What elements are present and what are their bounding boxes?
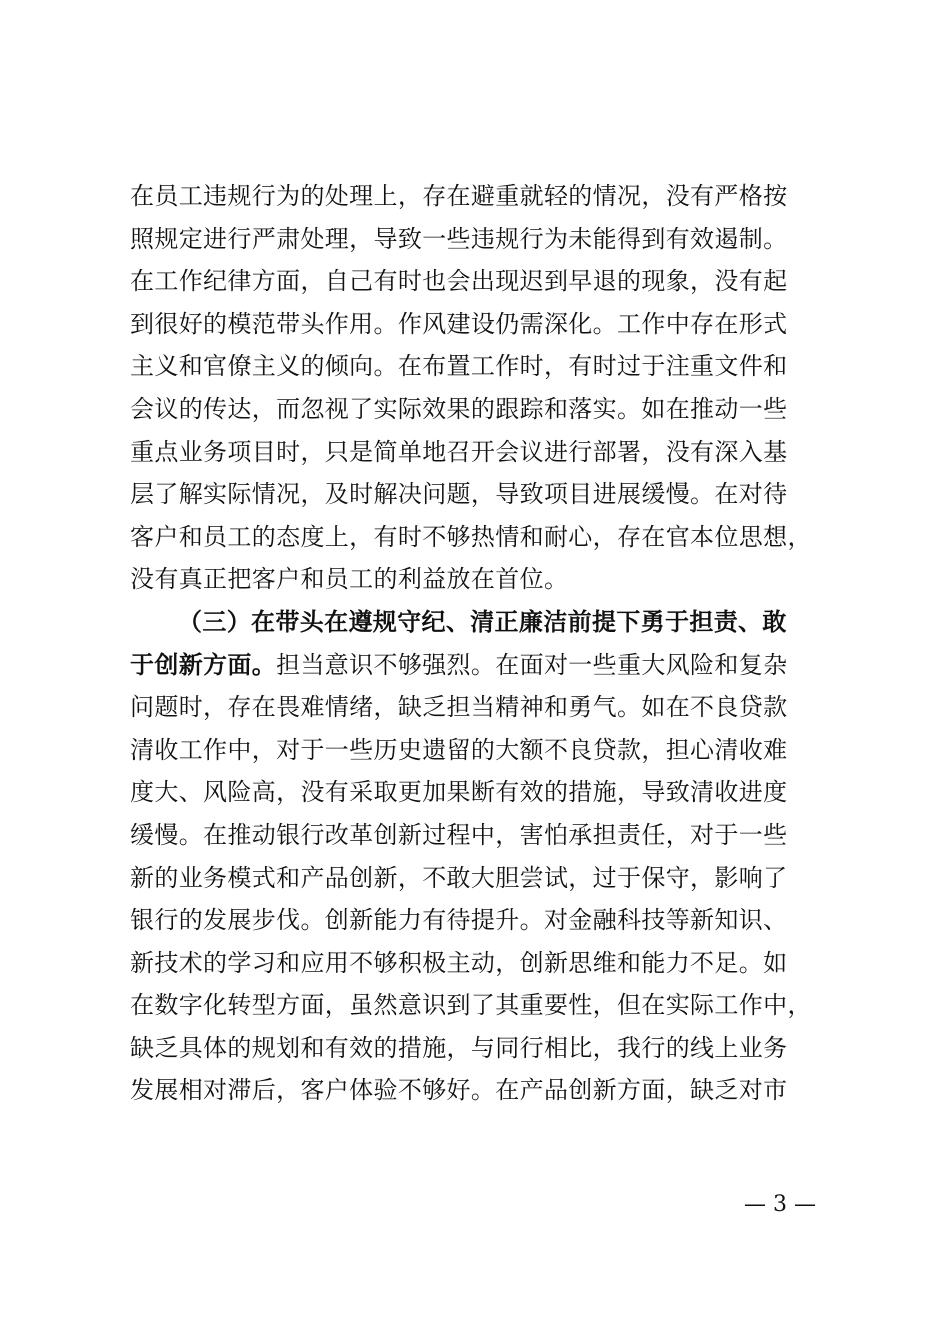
- text-line: 重点业务项目时，只是简单地召开会议进行部署，没有深入基: [130, 437, 788, 466]
- text-line: 在工作纪律方面，自己有时也会出现迟到早退的现象，没有起: [130, 267, 788, 296]
- text-line: 层了解实际情况，及时解决问题，导致项目进展缓慢。在对待: [130, 480, 788, 509]
- text-line: 没有真正把客户和员工的利益放在首位。: [130, 565, 569, 594]
- text-line: 度大、风险高，没有采取更加果断有效的措施，导致清收进度: [130, 778, 788, 807]
- text-line: 银行的发展步伐。创新能力有待提升。对金融科技等新知识、: [130, 906, 788, 935]
- text-line: 主义和官僚主义的倾向。在布置工作时，有时过于注重文件和: [130, 352, 788, 381]
- section-heading-continuation: [130, 644, 820, 687]
- text-line: 新技术的学习和应用不够积极主动，创新思维和能力不足。如: [130, 948, 788, 977]
- text-line: 在数字化转型方面，虽然意识到了其重要性，但在实际工作中，: [130, 991, 812, 1020]
- text-line: 客户和员工的态度上，有时不够热情和耐心，存在官本位思想，: [130, 522, 812, 551]
- text-line: 在员工违规行为的处理上，存在避重就轻的情况，没有严格按: [130, 182, 788, 210]
- page-number: — 3 —: [744, 1192, 816, 1217]
- text-line: 新的业务模式和产品创新，不敢大胆尝试，过于保守，影响了: [130, 863, 788, 892]
- text-line: 到很好的模范带头作用。作风建设仍需深化。工作中存在形式: [130, 309, 788, 338]
- text-line: 清收工作中，对于一些历史遗留的大额不良贷款，担心清收难: [130, 735, 788, 764]
- text-line: 问题时，存在畏难情绪，缺乏担当精神和勇气。如在不良贷款: [130, 693, 788, 722]
- text-line: 缺乏具体的规划和有效的措施，与同行相比，我行的线上业务: [130, 1033, 788, 1062]
- text-line: 发展相对滞后，客户体验不够好。在产品创新方面，缺乏对市: [130, 1076, 788, 1105]
- body-text: [130, 175, 820, 1112]
- text-line: 照规定进行严肃处理，导致一些违规行为未能得到有效遏制。: [130, 224, 788, 253]
- text-line: 会议的传达，而忽视了实际效果的跟踪和落实。如在推动一些: [130, 394, 788, 423]
- section-heading-end: 于创新方面。: [130, 649, 277, 679]
- section-text: 担当意识不够强烈。在面对一些重大风险和复杂: [276, 650, 788, 679]
- text-line: 缓慢。在推动银行改革创新过程中，害怕承担责任，对于一些: [130, 820, 788, 849]
- section-heading: （三）在带头在遵规守纪、清正廉洁前提下勇于担责、敢: [178, 606, 787, 636]
